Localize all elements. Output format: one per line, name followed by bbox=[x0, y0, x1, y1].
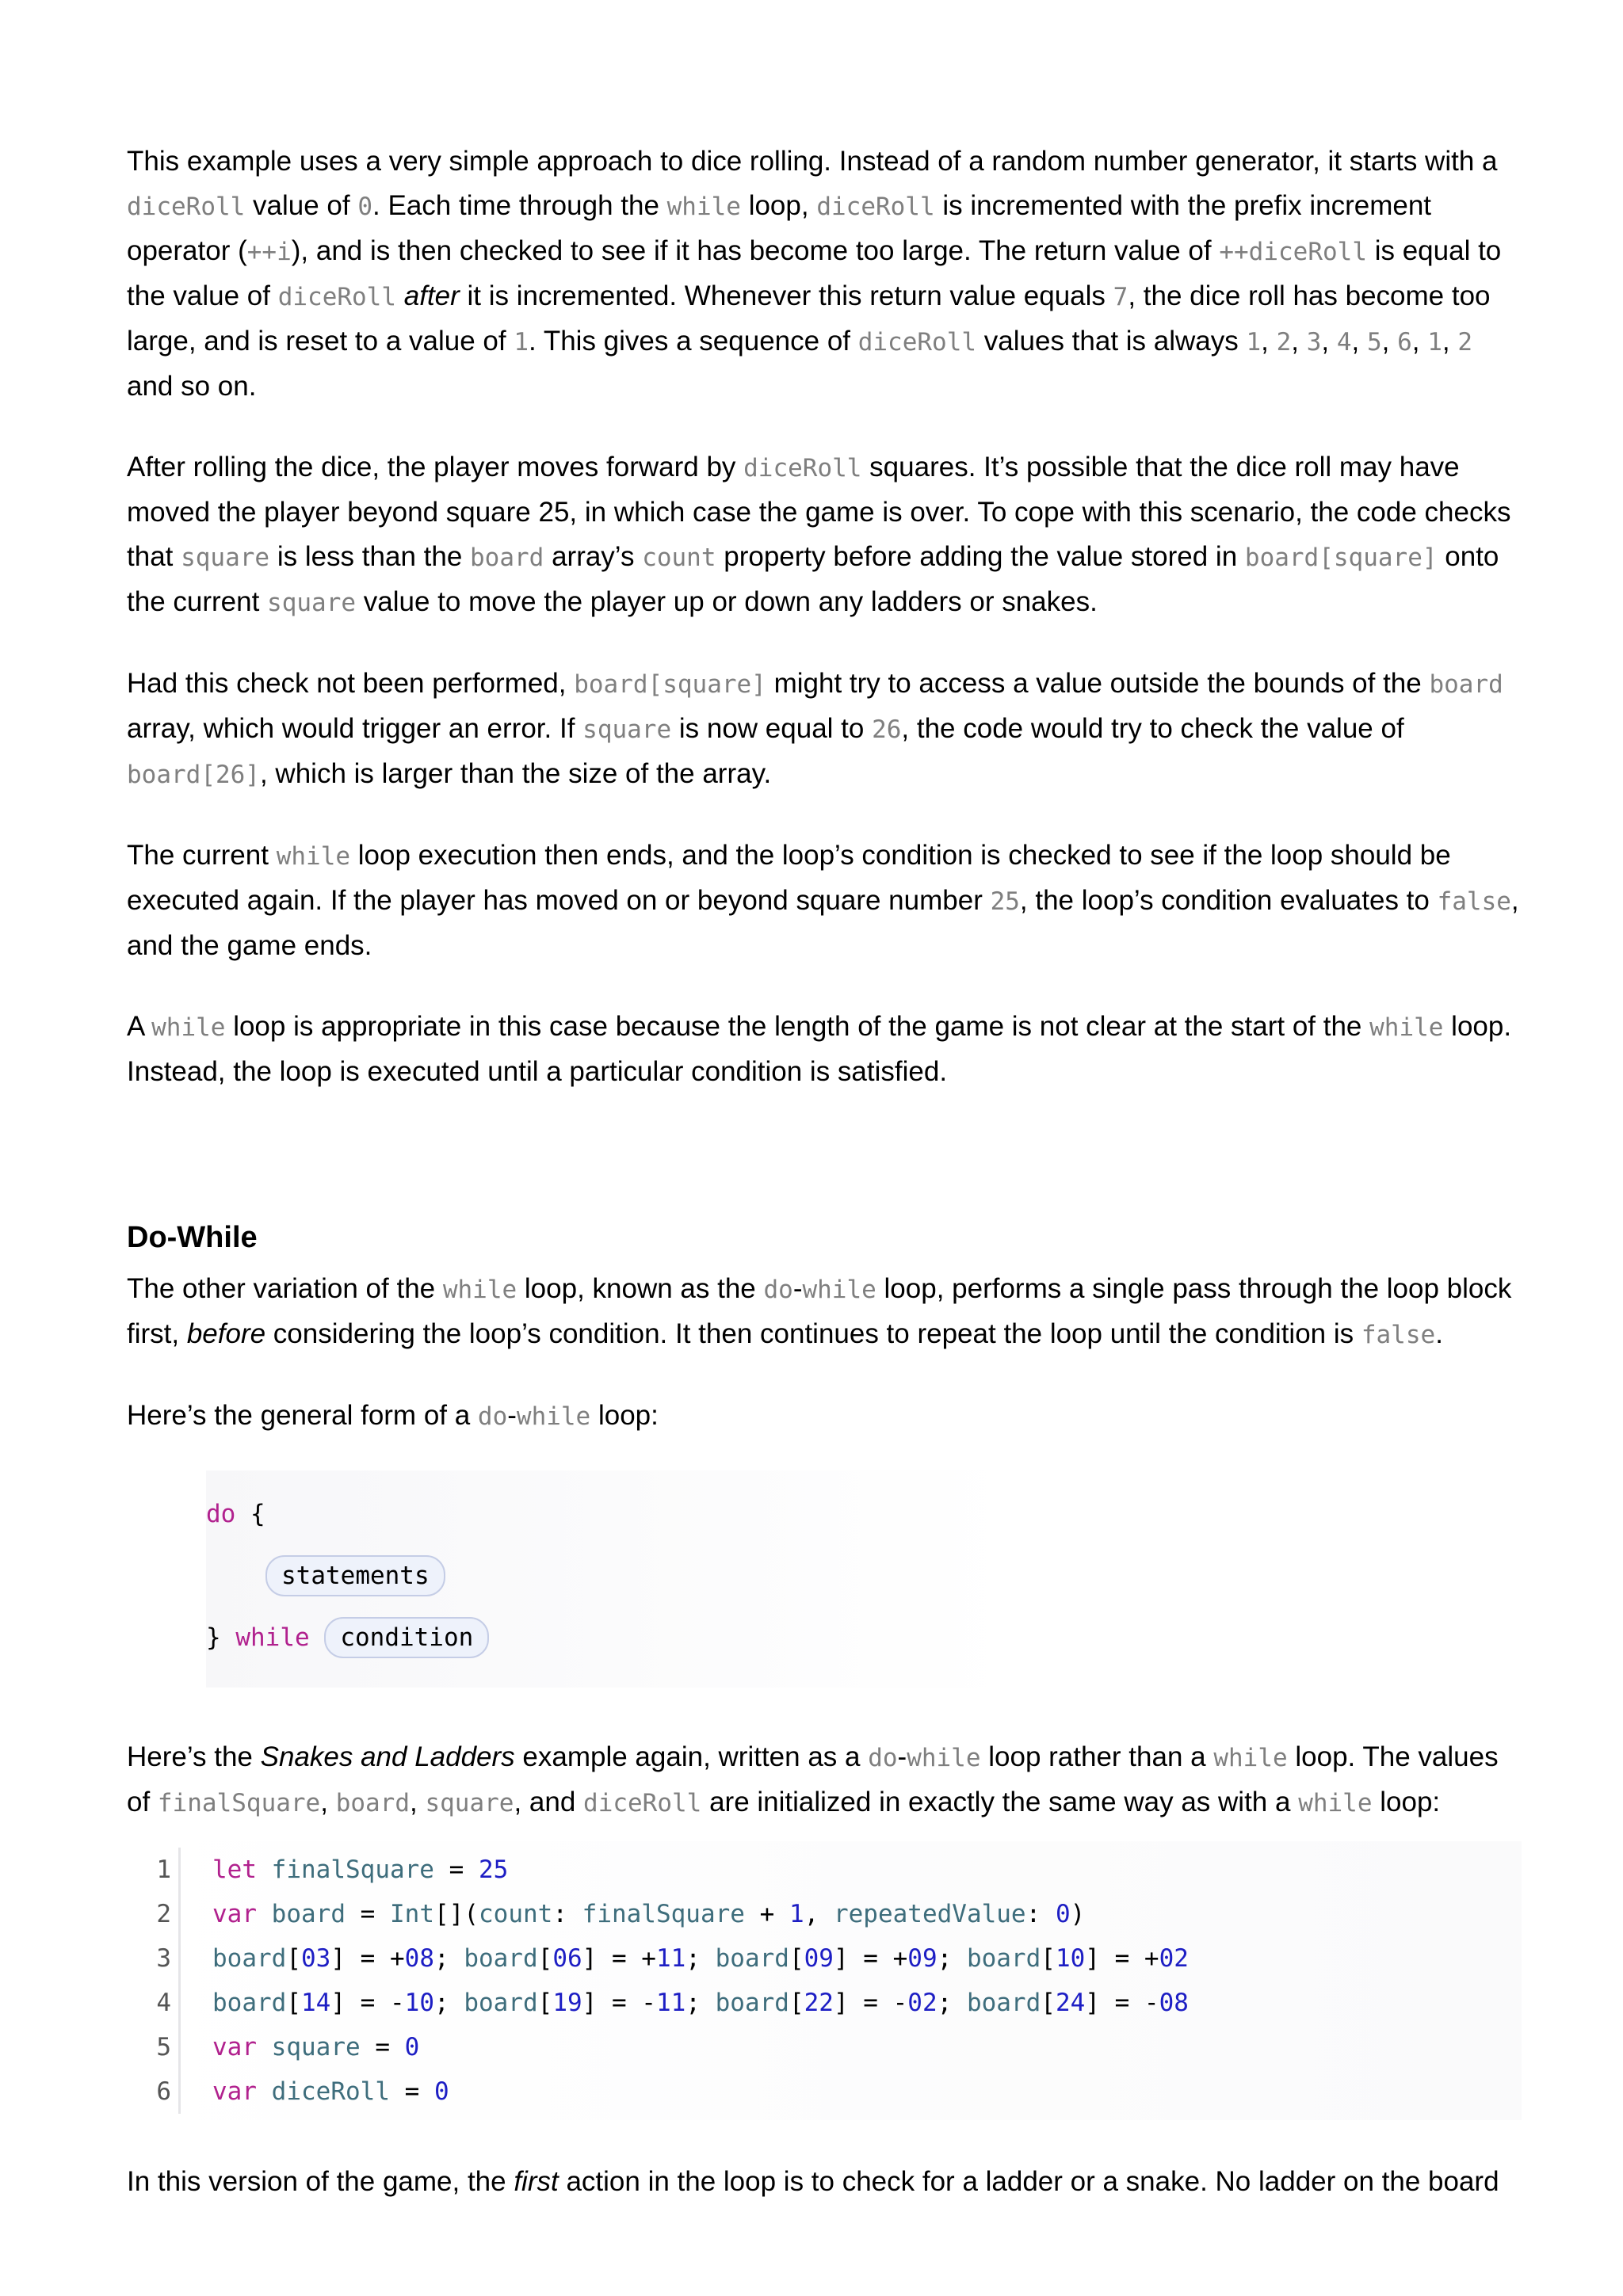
paragraph-first-action bbox=[127, 2160, 1522, 2204]
code-token: 14 bbox=[301, 1989, 331, 2017]
code-token: ] = - bbox=[582, 1989, 656, 2017]
code-token: 24 bbox=[1055, 1989, 1086, 2017]
text: , the code would try to check the value of bbox=[901, 713, 1404, 744]
paragraph-general-form bbox=[127, 1394, 1522, 1439]
inline-code: while bbox=[1298, 1789, 1373, 1817]
text: , bbox=[1321, 326, 1337, 357]
section-spacer bbox=[127, 1131, 1522, 1218]
inline-code: diceRoll bbox=[743, 454, 862, 482]
code-token: 02 bbox=[907, 1989, 938, 2017]
condition-placeholder: condition bbox=[324, 1617, 489, 1658]
text: loop execution then ends, and the loop’s condition is checked to see if the loop should be executed again. If the player has moved on or beyond square number bbox=[127, 840, 1451, 916]
text: it is incremented. Whenever this return value equals bbox=[459, 280, 1113, 311]
general-form-block bbox=[206, 1470, 1553, 1688]
code-token: board bbox=[464, 1944, 538, 1973]
code-token: [ bbox=[1041, 1989, 1056, 2017]
code-token: 0 bbox=[404, 2033, 420, 2061]
inline-code: board bbox=[335, 1789, 411, 1817]
inline-code: ++i bbox=[246, 238, 292, 266]
inline-code: while bbox=[516, 1402, 591, 1431]
close-brace: } bbox=[206, 1623, 236, 1652]
code-token: ) bbox=[1070, 1900, 1086, 1928]
text: action in the loop is to check for a ladder or a snake. No ladder on the board bbox=[558, 2166, 1499, 2197]
code-token: 06 bbox=[552, 1944, 582, 1973]
code-token: board bbox=[212, 1989, 287, 2017]
inline-code: 0 bbox=[357, 193, 373, 221]
text: example again, written as a bbox=[514, 1741, 869, 1772]
text: , bbox=[1411, 326, 1428, 357]
code-token: []( bbox=[434, 1900, 479, 1928]
code-token: [ bbox=[1041, 1944, 1056, 1973]
code-token: : bbox=[552, 1900, 582, 1928]
text: The other variation of the bbox=[127, 1273, 443, 1304]
inline-code: diceRoll bbox=[277, 283, 397, 311]
line-number: 2 bbox=[156, 1900, 171, 1928]
inline-code: diceRoll bbox=[816, 193, 935, 221]
text: loop, performs a single pass through the loop block first, bbox=[127, 1273, 1512, 1349]
inline-code: do bbox=[763, 1276, 793, 1304]
inline-code: 25 bbox=[990, 887, 1020, 916]
code-token: [ bbox=[789, 1989, 804, 2017]
text: onto the current bbox=[127, 541, 1499, 617]
code-token: board bbox=[966, 1989, 1041, 2017]
text: value of bbox=[245, 190, 358, 221]
code-token: repeatedValue bbox=[833, 1900, 1026, 1928]
text: squares. It’s possible that the dice roll may have moved the player beyond square 25, in which case the game is over. To cope with this scenario, the code checks that bbox=[127, 452, 1511, 572]
code-token: ; bbox=[433, 1989, 464, 2017]
code-token: = bbox=[346, 1900, 390, 1928]
inline-code: 6 bbox=[1397, 328, 1412, 357]
code-token: 03 bbox=[301, 1944, 331, 1973]
code-lines bbox=[127, 1848, 1522, 2114]
text: is incremented with the prefix increment operator ( bbox=[127, 190, 1432, 266]
emphasis: Snakes and Ladders bbox=[260, 1741, 515, 1772]
code-token: board bbox=[715, 1944, 789, 1973]
text: loop, known as the bbox=[517, 1273, 764, 1304]
inline-code: board[square] bbox=[1244, 543, 1438, 572]
code-token: ] = + bbox=[1085, 1944, 1159, 1973]
inline-code: while bbox=[442, 1276, 517, 1304]
keyword-do: do bbox=[206, 1500, 236, 1528]
text: property before adding the value stored in bbox=[716, 541, 1245, 572]
code-token: ] = - bbox=[1085, 1989, 1159, 2017]
code-token: 10 bbox=[1055, 1944, 1086, 1973]
text: . bbox=[1435, 1318, 1443, 1349]
code-token: + bbox=[744, 1900, 789, 1928]
code-token: count bbox=[479, 1900, 553, 1928]
text: , and the game ends. bbox=[127, 885, 1519, 961]
text: In this version of the game, the bbox=[127, 2166, 514, 2197]
code-token: = bbox=[389, 2077, 434, 2106]
code-token bbox=[257, 1855, 272, 1884]
text: - bbox=[507, 1400, 517, 1431]
code-token: finalSquare bbox=[271, 1855, 434, 1884]
paragraph-player-moves bbox=[127, 445, 1522, 625]
text: loop. The values of bbox=[127, 1741, 1499, 1817]
text: , bbox=[1351, 326, 1367, 357]
code-token bbox=[257, 2033, 272, 2061]
code-line bbox=[127, 1981, 1522, 2025]
form-line-statements bbox=[206, 1545, 1553, 1607]
text: . Each time through the bbox=[372, 190, 667, 221]
code-text bbox=[171, 1892, 1085, 1936]
text: After rolling the dice, the player moves forward by bbox=[127, 452, 744, 482]
code-text bbox=[171, 1848, 508, 1892]
inline-code: 1 bbox=[514, 328, 529, 357]
code-token: diceRoll bbox=[271, 2077, 390, 2106]
open-brace: { bbox=[235, 1500, 265, 1528]
paragraph-do-while-intro bbox=[127, 1267, 1522, 1357]
text: Here’s the bbox=[127, 1741, 261, 1772]
inline-code: false bbox=[1361, 1321, 1436, 1349]
line-number: 4 bbox=[156, 1989, 171, 2017]
keyword-while: while bbox=[235, 1623, 310, 1652]
text: , bbox=[1291, 326, 1307, 357]
code-token: ] = - bbox=[833, 1989, 908, 2017]
text: , bbox=[1261, 326, 1277, 357]
inline-code: do bbox=[868, 1744, 898, 1772]
code-token: finalSquare bbox=[582, 1900, 745, 1928]
paragraph-bounds-check bbox=[127, 662, 1522, 797]
text: This example uses a very simple approach to dice rolling. Instead of a random number generator, it starts with a bbox=[127, 146, 1498, 177]
code-token: ; bbox=[685, 1989, 716, 2017]
text: is less than the bbox=[269, 541, 471, 572]
code-token: [ bbox=[537, 1989, 553, 2017]
code-token: 1 bbox=[789, 1900, 804, 1928]
text: loop: bbox=[590, 1400, 659, 1431]
inline-code: while bbox=[802, 1276, 876, 1304]
code-token: [ bbox=[789, 1944, 804, 1973]
code-token: ] = + bbox=[330, 1944, 405, 1973]
text: A bbox=[127, 1011, 152, 1042]
code-token: var bbox=[212, 2077, 257, 2106]
inline-code: 1 bbox=[1246, 328, 1262, 357]
code-token: 0 bbox=[1055, 1900, 1071, 1928]
code-token: 10 bbox=[404, 1989, 434, 2017]
code-token: Int bbox=[390, 1900, 434, 1928]
text: - bbox=[897, 1741, 907, 1772]
line-number: 1 bbox=[156, 1855, 171, 1884]
inline-code: diceRoll bbox=[127, 193, 246, 221]
line-number: 6 bbox=[156, 2077, 171, 2106]
code-token: 0 bbox=[433, 2077, 449, 2106]
text: is now equal to bbox=[671, 713, 873, 744]
inline-code: while bbox=[1213, 1744, 1288, 1772]
code-token: 22 bbox=[804, 1989, 834, 2017]
code-token: 11 bbox=[655, 1989, 686, 2017]
code-token: = bbox=[360, 2033, 405, 2061]
text: - bbox=[792, 1273, 803, 1304]
text: value to move the player up or down any ladders or snakes. bbox=[356, 586, 1098, 617]
form-line-do bbox=[206, 1483, 1553, 1545]
inline-code: square bbox=[425, 1789, 514, 1817]
code-token bbox=[257, 2077, 272, 2106]
inline-code: board bbox=[470, 543, 544, 572]
code-token: 08 bbox=[404, 1944, 434, 1973]
inline-code: diceRoll bbox=[857, 328, 977, 357]
code-line bbox=[127, 1848, 1522, 1892]
inline-code: board[square] bbox=[574, 670, 766, 699]
statements-placeholder: statements bbox=[265, 1555, 445, 1596]
text: values that is always bbox=[976, 326, 1247, 357]
code-token: ; bbox=[433, 1944, 464, 1973]
code-token: board bbox=[715, 1989, 789, 2017]
text: might try to access a value outside the bounds of the bbox=[766, 668, 1430, 699]
code-token: ; bbox=[937, 1989, 967, 2017]
line-number: 3 bbox=[156, 1944, 171, 1973]
code-token: , bbox=[804, 1900, 834, 1928]
paragraph-while-appropriate bbox=[127, 1005, 1522, 1094]
text: , bbox=[410, 1787, 426, 1817]
code-token bbox=[257, 1900, 272, 1928]
inline-code: while bbox=[1369, 1013, 1444, 1042]
inline-code: finalSquare bbox=[157, 1789, 321, 1817]
line-number: 5 bbox=[156, 2033, 171, 2061]
text: , bbox=[1442, 326, 1458, 357]
inline-code: count bbox=[642, 543, 716, 572]
code-token: let bbox=[212, 1855, 257, 1884]
inline-code: 4 bbox=[1336, 328, 1352, 357]
code-token: var bbox=[212, 1900, 257, 1928]
code-token: [ bbox=[537, 1944, 553, 1973]
code-line bbox=[127, 1892, 1522, 1936]
code-token: 02 bbox=[1159, 1944, 1189, 1973]
inline-code: diceRoll bbox=[583, 1789, 702, 1817]
text: loop is appropriate in this case because the length of the game is not clear at the start of the bbox=[225, 1011, 1370, 1042]
text: , bbox=[320, 1787, 336, 1817]
text: , and bbox=[514, 1787, 584, 1817]
document-page bbox=[127, 139, 1522, 2241]
text: loop, bbox=[740, 190, 817, 221]
code-token: ] = + bbox=[582, 1944, 656, 1973]
code-text bbox=[171, 2069, 449, 2114]
code-token: 09 bbox=[804, 1944, 834, 1973]
code-token: ; bbox=[685, 1944, 716, 1973]
inline-code: while bbox=[151, 1013, 226, 1042]
text bbox=[396, 280, 404, 311]
text: loop rather than a bbox=[980, 1741, 1214, 1772]
text: array’s bbox=[544, 541, 643, 572]
code-line bbox=[127, 2069, 1522, 2114]
text: , the loop’s condition evaluates to bbox=[1019, 885, 1438, 916]
text: is equal to the value of bbox=[127, 235, 1502, 311]
code-text bbox=[171, 1981, 1189, 2025]
code-token: 11 bbox=[655, 1944, 686, 1973]
text: , bbox=[1381, 326, 1398, 357]
inline-code: 2 bbox=[1276, 328, 1292, 357]
inline-code: 1 bbox=[1427, 328, 1442, 357]
inline-code: 26 bbox=[872, 715, 902, 744]
text: loop. Instead, the loop is executed until a particular condition is satisfied. bbox=[127, 1011, 1512, 1087]
code-text bbox=[171, 2025, 419, 2069]
code-token: : bbox=[1025, 1900, 1056, 1928]
code-token: board bbox=[464, 1989, 538, 2017]
paragraph-snakes-ladders bbox=[127, 1735, 1522, 1825]
inline-code: 2 bbox=[1457, 328, 1473, 357]
text: and so on. bbox=[127, 371, 257, 402]
code-line bbox=[127, 2025, 1522, 2069]
emphasis: first bbox=[514, 2166, 559, 2197]
inline-code: 5 bbox=[1366, 328, 1382, 357]
inline-code: do bbox=[477, 1402, 508, 1431]
code-token: board bbox=[966, 1944, 1041, 1973]
code-token: ] = - bbox=[330, 1989, 405, 2017]
form-line-while bbox=[206, 1607, 1553, 1669]
paragraph-loop-ends bbox=[127, 833, 1522, 968]
inline-code: board[26] bbox=[127, 761, 260, 789]
code-token: square bbox=[271, 2033, 361, 2061]
inline-code: square bbox=[267, 589, 357, 617]
inline-code: while bbox=[907, 1744, 981, 1772]
code-token: board bbox=[271, 1900, 346, 1928]
text: Had this check not been performed, bbox=[127, 668, 575, 699]
code-token: 19 bbox=[552, 1989, 582, 2017]
text: array, which would trigger an error. If bbox=[127, 713, 583, 744]
inline-code: ++diceRoll bbox=[1219, 238, 1367, 266]
text: ), and is then checked to see if it has become too large. The return value of bbox=[291, 235, 1220, 266]
code-token: 08 bbox=[1159, 1989, 1189, 2017]
section-heading: Do-While bbox=[127, 1221, 258, 1254]
text: Here’s the general form of a bbox=[127, 1400, 478, 1431]
inline-code: while bbox=[276, 842, 351, 871]
code-line bbox=[127, 1936, 1522, 1981]
text: , which is larger than the size of the array. bbox=[259, 758, 772, 789]
code-text bbox=[171, 1936, 1189, 1981]
inline-code: 3 bbox=[1306, 328, 1322, 357]
text: , the dice roll has become too large, and is reset to a value of bbox=[127, 280, 1491, 357]
paragraph-dice-rolling bbox=[127, 139, 1522, 409]
code-listing bbox=[127, 1841, 1522, 2120]
code-token: [ bbox=[286, 1989, 301, 2017]
code-token: = bbox=[433, 1855, 479, 1884]
text: loop: bbox=[1372, 1787, 1441, 1817]
text: are initialized in exactly the same way as with a bbox=[701, 1787, 1299, 1817]
inline-code: 7 bbox=[1113, 283, 1128, 311]
text: The current bbox=[127, 840, 277, 871]
emphasis: after bbox=[403, 280, 460, 311]
text: . This gives a sequence of bbox=[529, 326, 858, 357]
inline-code: square bbox=[181, 543, 270, 572]
code-token: board bbox=[212, 1944, 287, 1973]
code-token: 25 bbox=[478, 1855, 509, 1884]
code-token: ; bbox=[937, 1944, 967, 1973]
inline-code: false bbox=[1437, 887, 1511, 916]
inline-code: while bbox=[666, 193, 741, 221]
inline-code: board bbox=[1429, 670, 1503, 699]
text: considering the loop’s condition. It then continues to repeat the loop until the condition is bbox=[265, 1318, 1361, 1349]
code-token: [ bbox=[286, 1944, 301, 1973]
code-token: 09 bbox=[907, 1944, 938, 1973]
emphasis: before bbox=[186, 1318, 266, 1349]
code-token: ] = + bbox=[833, 1944, 908, 1973]
inline-code: square bbox=[582, 715, 672, 744]
code-token: var bbox=[212, 2033, 257, 2061]
